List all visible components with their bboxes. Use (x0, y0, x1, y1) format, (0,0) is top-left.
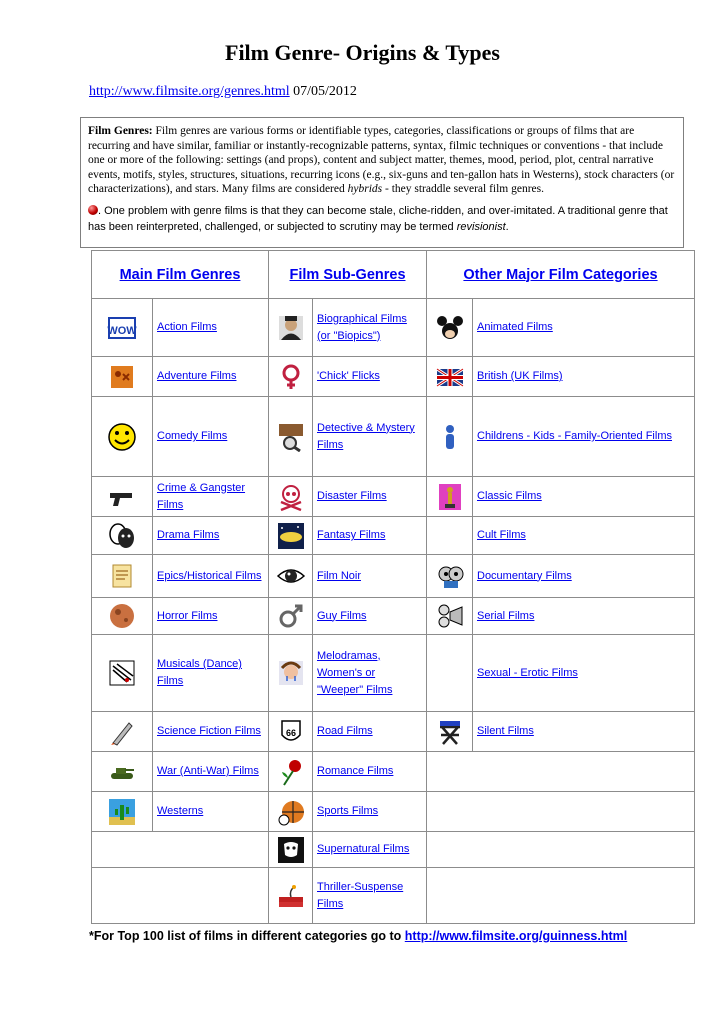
genre-row (92, 357, 695, 397)
sub-genre-link-cell (313, 635, 427, 712)
other-genre-link-cell (473, 357, 695, 397)
other-icon-cell (427, 712, 473, 752)
sub-genre-link[interactable]: Supernatural Films (317, 843, 410, 855)
other-genre-link[interactable]: British (UK Films) (477, 370, 563, 382)
main-genre-link[interactable]: War (Anti-War) Films (157, 765, 259, 777)
music-notes-icon (107, 658, 137, 688)
other-genre-link[interactable]: Classic Films (477, 490, 542, 502)
sub-genre-link[interactable]: Fantasy Films (317, 529, 386, 541)
film-reel-camera-icon (435, 561, 465, 591)
intro-definition: Film Genres: Film genres are various forms or identifiable types, categories, classifications or groups of films that are recurring and have similar, familiar or instantly-recognizable patterns, syntax, filmic techniques or conventions - that include one or more of the following: settings (and props), content and subject matter, themes, mood, period, plot, central narrative events, motifs, styles, structures, situations, recurring icons (e.g., six-guns and ten-gallon hats in Westerns), stock characters (or characterizations), and stars. Many films are considered hybrids - they straddle several film genres. (88, 125, 675, 196)
source-line (89, 84, 357, 100)
main-genre-link-cell (153, 397, 269, 477)
sub-icon-cell (269, 712, 313, 752)
main-genre-link-cell (153, 635, 269, 712)
child-figure-icon (435, 422, 465, 452)
dynamite-icon (276, 881, 306, 911)
other-genre-link-cell (473, 712, 695, 752)
crying-woman-icon (276, 658, 306, 688)
main-genre-link[interactable]: Horror Films (157, 609, 218, 622)
other-genre-link[interactable]: Cult Films (477, 529, 526, 541)
sub-genre-link[interactable]: Biographical Films (or "Biopics") (317, 312, 407, 342)
sub-genre-link-cell (313, 868, 427, 924)
other-icon-cell (427, 598, 473, 635)
genre-row (92, 397, 695, 477)
page-title: Film Genre- Origins & Types (225, 40, 500, 65)
sub-genre-link-cell (313, 477, 427, 517)
empty-cell (427, 832, 695, 868)
moon-icon (107, 601, 137, 631)
sub-genre-link[interactable]: Film Noir (317, 569, 361, 582)
genre-row (92, 299, 695, 357)
other-icon-cell (427, 477, 473, 517)
sub-genre-link-cell (313, 712, 427, 752)
other-icon-cell (427, 357, 473, 397)
other-genre-link-cell (473, 555, 695, 598)
union-jack-icon (435, 362, 465, 392)
genre-row (92, 752, 695, 792)
sub-genre-link-cell (313, 555, 427, 598)
rose-icon (276, 757, 306, 787)
header-other-categories: Other Major Film Categories (427, 251, 695, 299)
other-genre-link[interactable]: Serial Films (477, 609, 535, 622)
main-icon-cell (92, 357, 153, 397)
main-genre-link[interactable]: Crime & Gangster Films (157, 481, 246, 511)
other-icon-cell (427, 517, 473, 555)
main-genre-link[interactable]: Epics/Historical Films (157, 569, 262, 582)
sub-genre-link[interactable]: Guy Films (317, 609, 367, 622)
genre-row (92, 517, 695, 555)
svg-text:WOW: WOW (107, 324, 137, 337)
other-genre-link-cell (473, 517, 695, 555)
sub-genre-link[interactable]: Disaster Films (317, 490, 387, 502)
scroll-icon (107, 561, 137, 591)
sub-genre-link-cell (313, 357, 427, 397)
main-icon-cell (92, 555, 153, 598)
other-genre-link-cell (473, 635, 695, 712)
genre-row (92, 868, 695, 924)
main-genre-link[interactable]: Adventure Films (157, 370, 237, 382)
empty-cell (427, 752, 695, 792)
main-genre-link-cell (153, 752, 269, 792)
route-66-sign-icon (276, 717, 306, 747)
rocket-icon (107, 717, 137, 747)
intro-term: Film Genres: (88, 125, 153, 137)
main-icon-cell (92, 477, 153, 517)
sub-icon-cell (269, 868, 313, 924)
source-date: 07/05/2012 (293, 84, 357, 99)
empty-cell (92, 832, 269, 868)
mickey-mouse-icon (435, 313, 465, 343)
main-icon-cell (92, 635, 153, 712)
theater-masks-icon (107, 521, 137, 551)
empty-cell (427, 792, 695, 832)
main-genre-link-cell (153, 477, 269, 517)
eye-icon (276, 561, 306, 591)
genre-row (92, 555, 695, 598)
main-icon-cell (92, 517, 153, 555)
other-genre-link[interactable]: Sexual - Erotic Films (477, 666, 578, 679)
main-genre-link-cell (153, 712, 269, 752)
main-genre-link-cell (153, 598, 269, 635)
sub-icon-cell (269, 752, 313, 792)
red-bullet-icon (88, 205, 98, 215)
genre-row (92, 712, 695, 752)
intro-note: . One problem with genre films is that they can become stale, cliche-ridden, and over-imitated. A traditional genre that has been reinterpreted, challenged, or subjected to scrutiny may be termed revisionist. (88, 204, 668, 233)
sub-icon-cell (269, 299, 313, 357)
sub-icon-cell (269, 635, 313, 712)
main-icon-cell (92, 397, 153, 477)
sub-icon-cell (269, 555, 313, 598)
sub-icon-cell (269, 477, 313, 517)
genre-row (92, 635, 695, 712)
source-url-link[interactable]: http://www.filmsite.org/genres.html (89, 84, 290, 99)
main-icon-cell (92, 792, 153, 832)
phantom-mask-icon (276, 835, 306, 865)
sub-icon-cell (269, 397, 313, 477)
intro-box (80, 117, 684, 248)
other-icon-cell (427, 635, 473, 712)
sub-icon-cell (269, 517, 313, 555)
main-genre-link-cell (153, 357, 269, 397)
genre-row (92, 792, 695, 832)
main-icon-cell (92, 598, 153, 635)
main-genre-link[interactable]: Westerns (157, 805, 204, 817)
cactus-icon (107, 797, 137, 827)
genre-row (92, 598, 695, 635)
handgun-icon (107, 482, 137, 512)
main-genre-link[interactable]: Science Fiction Films (157, 725, 261, 737)
sub-genre-link-cell (313, 832, 427, 868)
other-genre-link-cell (473, 598, 695, 635)
genre-table (91, 250, 695, 924)
sub-genre-link-cell (313, 752, 427, 792)
other-genre-link-cell (473, 397, 695, 477)
female-symbol-icon (276, 362, 306, 392)
smiley-face-icon (107, 422, 137, 452)
main-genre-link-cell (153, 792, 269, 832)
projector-icon (435, 601, 465, 631)
sub-genre-link-cell (313, 598, 427, 635)
main-genre-link-cell (153, 555, 269, 598)
treasure-map-icon (107, 362, 137, 392)
sub-genre-link[interactable]: Romance Films (317, 765, 394, 777)
other-icon-cell (427, 397, 473, 477)
footer-note: *For Top 100 list of films in different categories go to http://www.filmsite.org/guinness.html (89, 929, 628, 943)
sports-balls-icon (276, 797, 306, 827)
tank-icon (107, 757, 137, 787)
wow-icon (107, 313, 137, 343)
empty-cell (92, 868, 269, 924)
skull-crossbones-icon (276, 482, 306, 512)
other-icon-cell (427, 555, 473, 598)
sub-genre-link[interactable]: 'Chick' Flicks (317, 370, 380, 382)
oscar-statue-icon (435, 482, 465, 512)
sub-icon-cell (269, 357, 313, 397)
svg-text:66: 66 (285, 727, 296, 738)
sub-genre-link-cell (313, 792, 427, 832)
other-genre-link-cell (473, 477, 695, 517)
guinness-link[interactable]: http://www.filmsite.org/guinness.html (404, 929, 628, 943)
lincoln-portrait-icon (276, 313, 306, 343)
main-genre-link[interactable]: Drama Films (157, 529, 220, 541)
main-icon-cell (92, 299, 153, 357)
main-genre-link[interactable]: Comedy Films (157, 430, 228, 442)
detective-magnifier-icon (276, 422, 306, 452)
sub-genre-link-cell (313, 517, 427, 555)
sub-genre-link[interactable]: Thriller-Suspense Films (317, 880, 404, 910)
genre-row (92, 832, 695, 868)
male-symbol-icon (276, 601, 306, 631)
main-genre-link-cell (153, 299, 269, 357)
main-genre-link[interactable]: Action Films (157, 321, 217, 333)
genre-row (92, 477, 695, 517)
sub-genre-link[interactable]: Road Films (317, 725, 373, 737)
header-main-genres: Main Film Genres (92, 251, 269, 299)
sub-genre-link[interactable]: Melodramas, Women's or "Weeper" Films (317, 649, 393, 696)
sub-icon-cell (269, 598, 313, 635)
directors-chair-icon (435, 717, 465, 747)
sub-icon-cell (269, 792, 313, 832)
sub-genre-link-cell (313, 299, 427, 357)
main-genre-link[interactable]: Musicals (Dance) Films (157, 658, 242, 687)
other-genre-link[interactable]: Animated Films (477, 321, 553, 333)
header-sub-genres: Film Sub-Genres (269, 251, 427, 299)
sub-genre-link[interactable]: Sports Films (317, 805, 379, 817)
other-genre-link-cell (473, 299, 695, 357)
other-genre-link[interactable]: Documentary Films (477, 569, 572, 582)
main-genre-link-cell (153, 517, 269, 555)
empty-cell (427, 868, 695, 924)
other-icon-cell (427, 299, 473, 357)
other-genre-link[interactable]: Childrens - Kids - Family-Oriented Films (477, 430, 672, 442)
sub-icon-cell (269, 832, 313, 868)
main-icon-cell (92, 752, 153, 792)
fantasy-planet-icon (276, 521, 306, 551)
sub-genre-link[interactable]: Detective & Mystery Films (317, 421, 415, 451)
main-icon-cell (92, 712, 153, 752)
genre-table-header (92, 251, 695, 299)
sub-genre-link-cell (313, 397, 427, 477)
other-genre-link[interactable]: Silent Films (477, 725, 534, 737)
